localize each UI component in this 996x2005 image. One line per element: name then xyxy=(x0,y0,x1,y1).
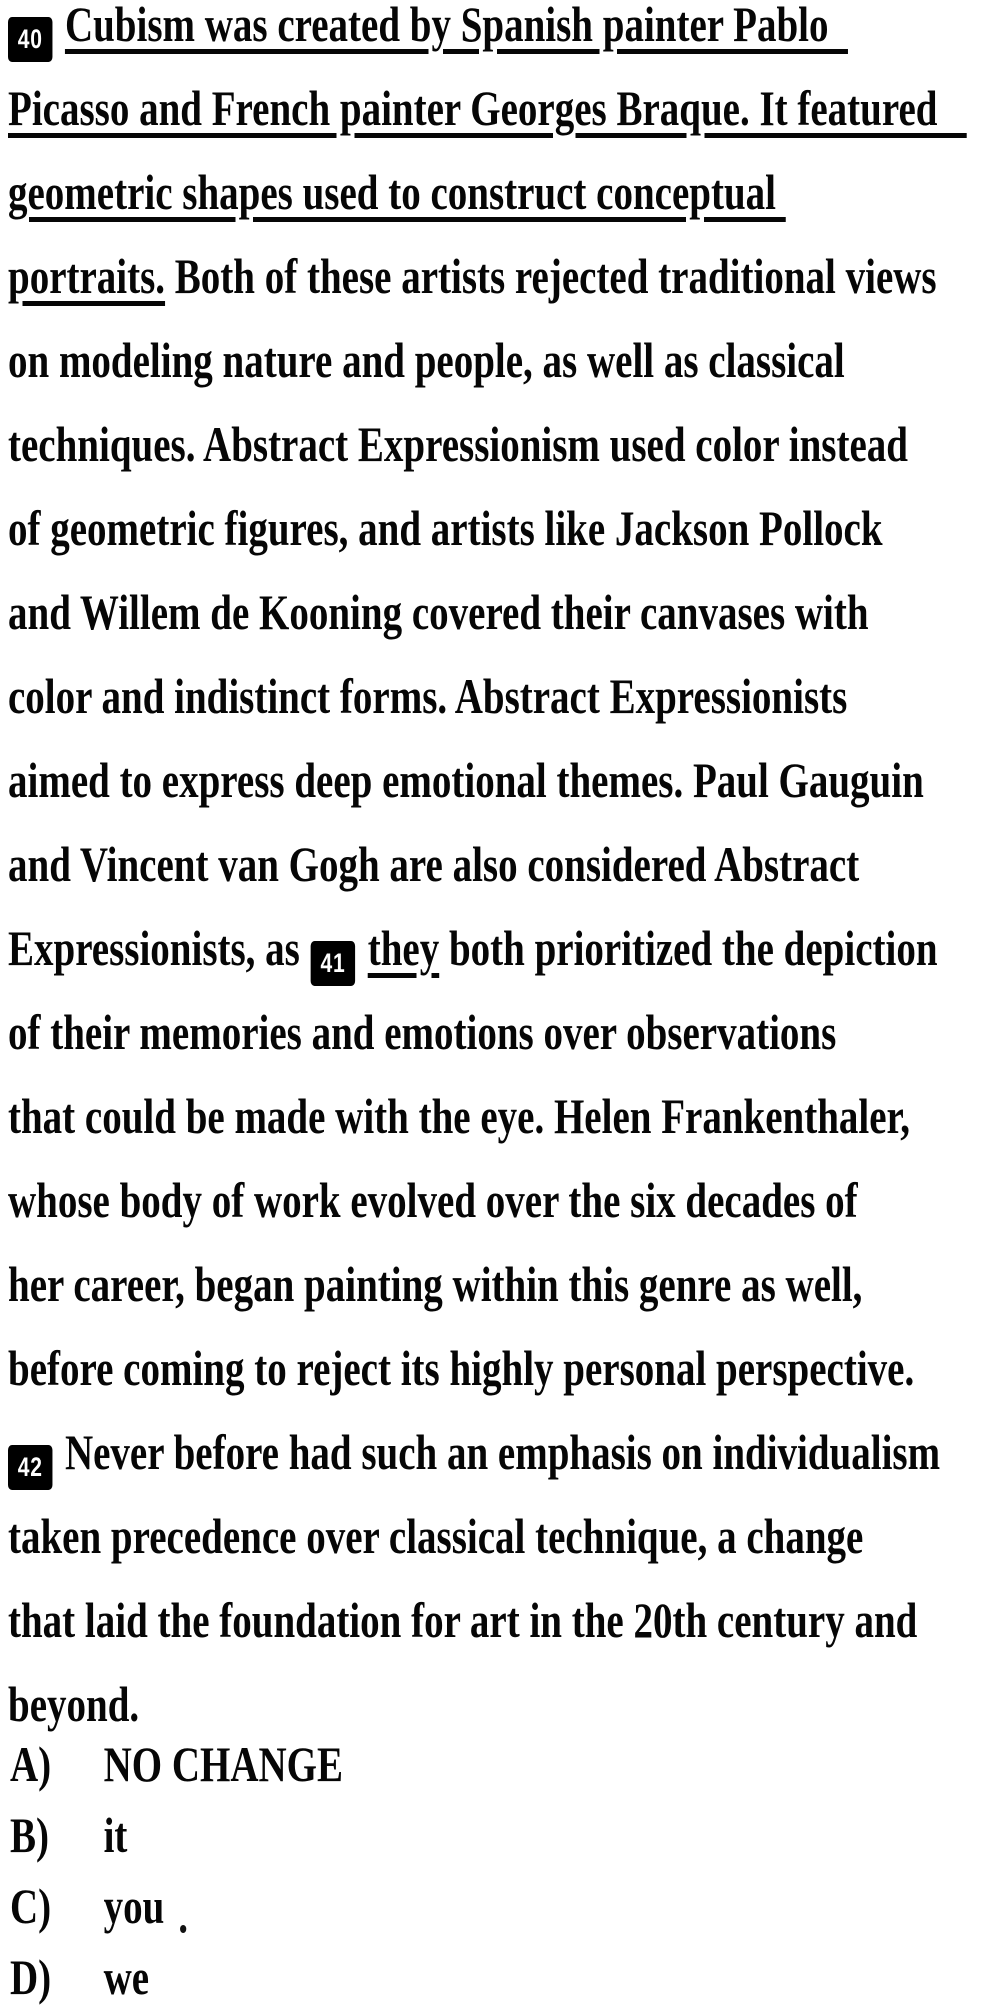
choice-text: you xyxy=(103,1878,165,1934)
passage-segment: color and indistinct forms. Abstract Expressionists xyxy=(8,668,848,724)
choice-letter: C) xyxy=(10,1878,52,1934)
passage-segment: of their memories and emotions over observations xyxy=(8,1004,837,1060)
passage-line xyxy=(8,822,860,906)
passage-segment: techniques. Abstract Expressionism used color instead xyxy=(8,416,908,472)
choice-row-B xyxy=(10,1800,343,1871)
question-number-marker-40: 40 xyxy=(8,17,52,62)
choice-letter: D) xyxy=(10,1949,52,2005)
scan-artifact-dot xyxy=(180,1925,186,1933)
passage-line xyxy=(8,1074,911,1158)
passage-line xyxy=(8,570,869,654)
passage-line xyxy=(8,1326,915,1410)
passage-segment: aimed to express deep emotional themes. Paul Gauguin xyxy=(8,752,924,808)
passage-segment: that could be made with the eye. Helen Frankenthaler, xyxy=(8,1088,911,1144)
passage-segment: of geometric figures, and artists like Jackson Pollock xyxy=(8,500,883,556)
passage-segment: on modeling nature and people, as well as classical xyxy=(8,332,845,388)
passage-line xyxy=(8,1410,941,1494)
passage-segment: beyond. xyxy=(8,1676,140,1732)
passage-segment: before coming to reject its highly personal perspective. xyxy=(8,1340,915,1396)
underlined-passage-text: they xyxy=(367,920,440,976)
passage-line xyxy=(8,234,937,318)
passage-line xyxy=(8,1158,858,1242)
passage-text xyxy=(8,0,996,1746)
passage-segment: that laid the foundation for art in the 20th century and xyxy=(8,1592,918,1648)
passage-segment: Both of these artists rejected traditional views xyxy=(165,248,937,304)
choice-text: NO CHANGE xyxy=(103,1736,344,1792)
choice-row-D xyxy=(10,1942,343,2005)
underlined-passage-text: Cubism was created by Spanish painter Pablo xyxy=(64,0,848,52)
question-number-marker-42: 42 xyxy=(8,1445,52,1490)
choice-text: we xyxy=(103,1949,150,2005)
passage-line xyxy=(8,654,848,738)
passage-line xyxy=(8,738,924,822)
underlined-passage-text: Picasso and French painter Georges Braque. It featured xyxy=(8,80,967,136)
passage-line xyxy=(8,1494,864,1578)
passage-line xyxy=(8,150,786,234)
passage-line xyxy=(8,1242,863,1326)
passage-segment: taken precedence over classical technique, a change xyxy=(8,1508,864,1564)
passage-line xyxy=(8,402,908,486)
passage-line xyxy=(8,1578,918,1662)
passage-segment: her career, began painting within this genre as well, xyxy=(8,1256,863,1312)
passage-line xyxy=(8,318,845,402)
answer-choices xyxy=(10,1729,437,2005)
choice-letter: B) xyxy=(10,1807,49,1863)
passage-segment: Expressionists, as xyxy=(8,920,300,976)
underlined-passage-text: portraits. xyxy=(8,248,166,304)
choice-letter: A) xyxy=(10,1736,52,1792)
choice-row-A xyxy=(10,1729,343,1800)
underlined-passage-text: geometric shapes used to construct conceptual xyxy=(8,164,786,220)
passage-segment: and Willem de Kooning covered their canvases with xyxy=(8,584,869,640)
passage-segment: and Vincent van Gogh are also considered Abstract xyxy=(8,836,860,892)
passage-line xyxy=(8,0,848,66)
passage-segment: whose body of work evolved over the six decades of xyxy=(8,1172,858,1228)
choice-text: it xyxy=(103,1807,128,1863)
choice-row-C xyxy=(10,1871,343,1942)
question-number-marker-41: 41 xyxy=(311,941,355,986)
passage-segment: Never before had such an emphasis on individualism xyxy=(64,1424,941,1480)
passage-segment: both prioritized the depiction xyxy=(439,920,938,976)
passage-line xyxy=(8,486,883,570)
passage-line xyxy=(8,990,837,1074)
passage-line xyxy=(8,66,967,150)
passage-line xyxy=(8,906,938,990)
